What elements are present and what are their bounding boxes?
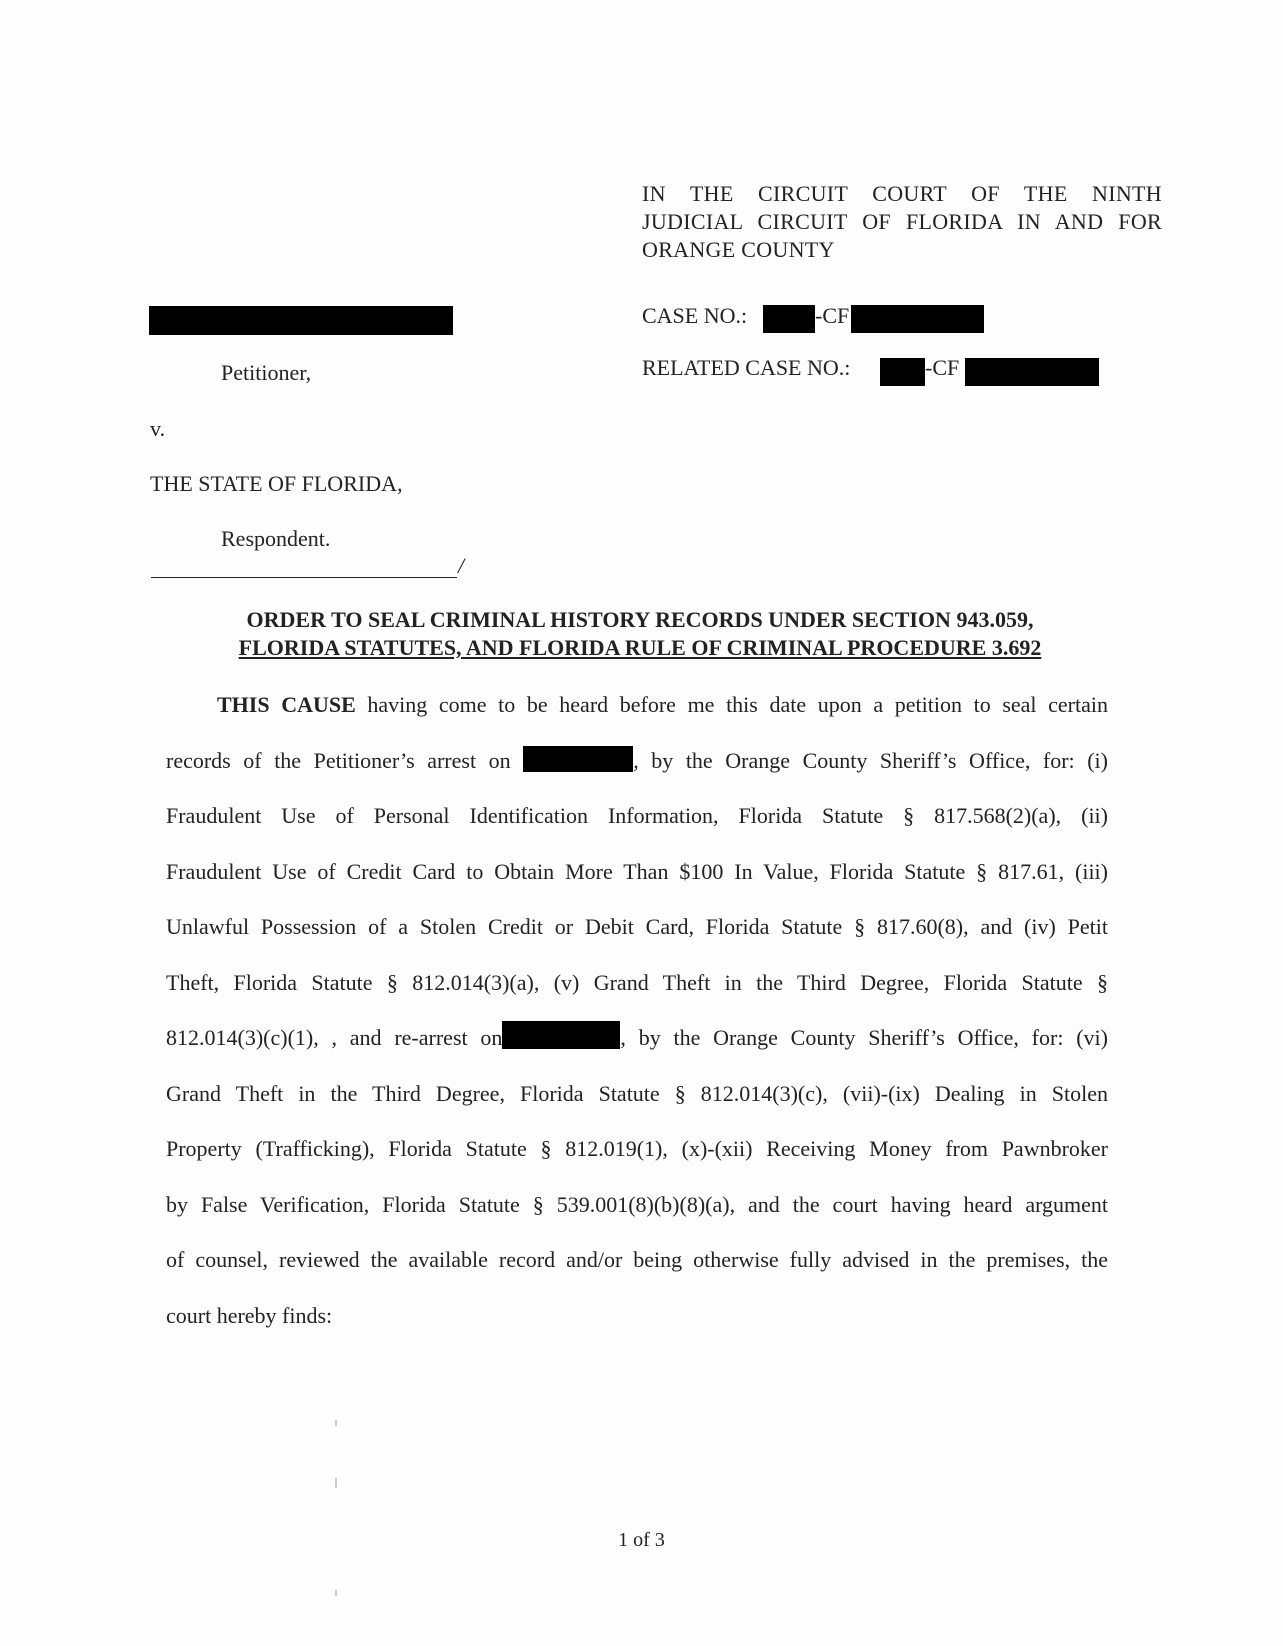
versus-label: v. [150, 416, 166, 441]
court-header-line-2: JUDICIAL CIRCUIT OF FLORIDA IN AND FOR [642, 209, 1162, 234]
body-line-5: Unlawful Possession of a Stolen Credit or Debit Card, Florida Statute § 817.60(8), and (iv) Petit [166, 914, 1108, 939]
related-case-number-label: RELATED CASE NO.: [642, 355, 851, 380]
court-header [642, 180, 1162, 264]
body-line-7-text-a: 812.014(3)(c)(1), , and re-arrest on [166, 1025, 503, 1050]
case-number-redaction-1 [763, 305, 815, 333]
body-line-6: Theft, Florida Statute § 812.014(3)(a), (v) Grand Theft in the Third Degree, Florida Statute § [166, 969, 1108, 995]
court-header-line-1: IN THE CIRCUIT COURT OF THE NINTH [642, 181, 1162, 206]
body-line-7 [166, 1010, 1108, 1066]
order-body [166, 677, 1108, 1343]
scan-artifact [335, 1590, 337, 1596]
case-number-label: CASE NO.: [642, 303, 748, 328]
body-line-1 [166, 677, 1108, 733]
body-line-8: Grand Theft in the Third Degree, Florida Statute § 812.014(3)(c), (vii)-(ix) Dealing in Stolen [166, 1080, 1108, 1106]
case-number-separator: -CF [815, 303, 850, 328]
petitioner-name-redaction [149, 306, 453, 335]
body-line-1-text: having come to be heard before me this date upon a petition to seal certain [355, 692, 1108, 717]
body-line-11: of counsel, reviewed the available record and/or being otherwise fully advised in the premises, the [166, 1247, 1108, 1272]
page-number: 1 of 3 [618, 1529, 665, 1551]
body-line-2-text-a: records of the Petitioner’s arrest on [166, 747, 524, 773]
caption-slash: / [458, 553, 465, 578]
order-title-line-1: ORDER TO SEAL CRIMINAL HISTORY RECORDS UNDER SECTION 943.059, [246, 607, 1034, 632]
body-line-3: Fraudulent Use of Personal Identification Information, Florida Statute § 817.568(2)(a), (ii) [166, 803, 1108, 828]
body-line-2-text-b: , by the Orange County Sheriff’s Office, for: (i) [633, 747, 1108, 773]
court-header-line-3: ORANGE COUNTY [642, 237, 835, 262]
body-line-2 [166, 733, 1108, 789]
scan-artifact [335, 1478, 337, 1488]
body-line-4: Fraudulent Use of Credit Card to Obtain More Than $100 In Value, Florida Statute § 817.61, (iii) [166, 858, 1108, 884]
rearrest-date-redaction [502, 1021, 620, 1049]
case-number-redaction-2 [851, 305, 984, 333]
body-line-7-text-b: , by the Orange County Sheriff’s Office, for: (vi) [620, 1025, 1108, 1050]
respondent-name: THE STATE OF FLORIDA, [150, 471, 403, 496]
body-line-9: Property (Trafficking), Florida Statute § 812.019(1), (x)-(xii) Receiving Money from Pawnbroker [166, 1136, 1108, 1161]
this-cause-bold: THIS CAUSE [217, 692, 356, 717]
order-title-line-2: FLORIDA STATUTES, AND FLORIDA RULE OF CRIMINAL PROCEDURE 3.692 [238, 635, 1042, 660]
petitioner-label: Petitioner, [221, 360, 312, 385]
related-case-number-line [642, 355, 850, 381]
related-case-number-separator: -CF [925, 355, 960, 380]
respondent-label: Respondent. [221, 526, 331, 551]
related-case-number-redaction-1 [880, 358, 925, 386]
related-case-number-redaction-2 [965, 358, 1099, 386]
body-line-10: by False Verification, Florida Statute § 539.001(8)(b)(8)(a), and the court having heard argument [166, 1191, 1108, 1217]
arrest-date-redaction [523, 746, 633, 772]
order-title [170, 606, 1110, 662]
caption-rule [151, 577, 457, 578]
case-number-line [642, 303, 747, 329]
scan-artifact [335, 1420, 337, 1426]
body-line-12: court hereby finds: [166, 1302, 333, 1328]
